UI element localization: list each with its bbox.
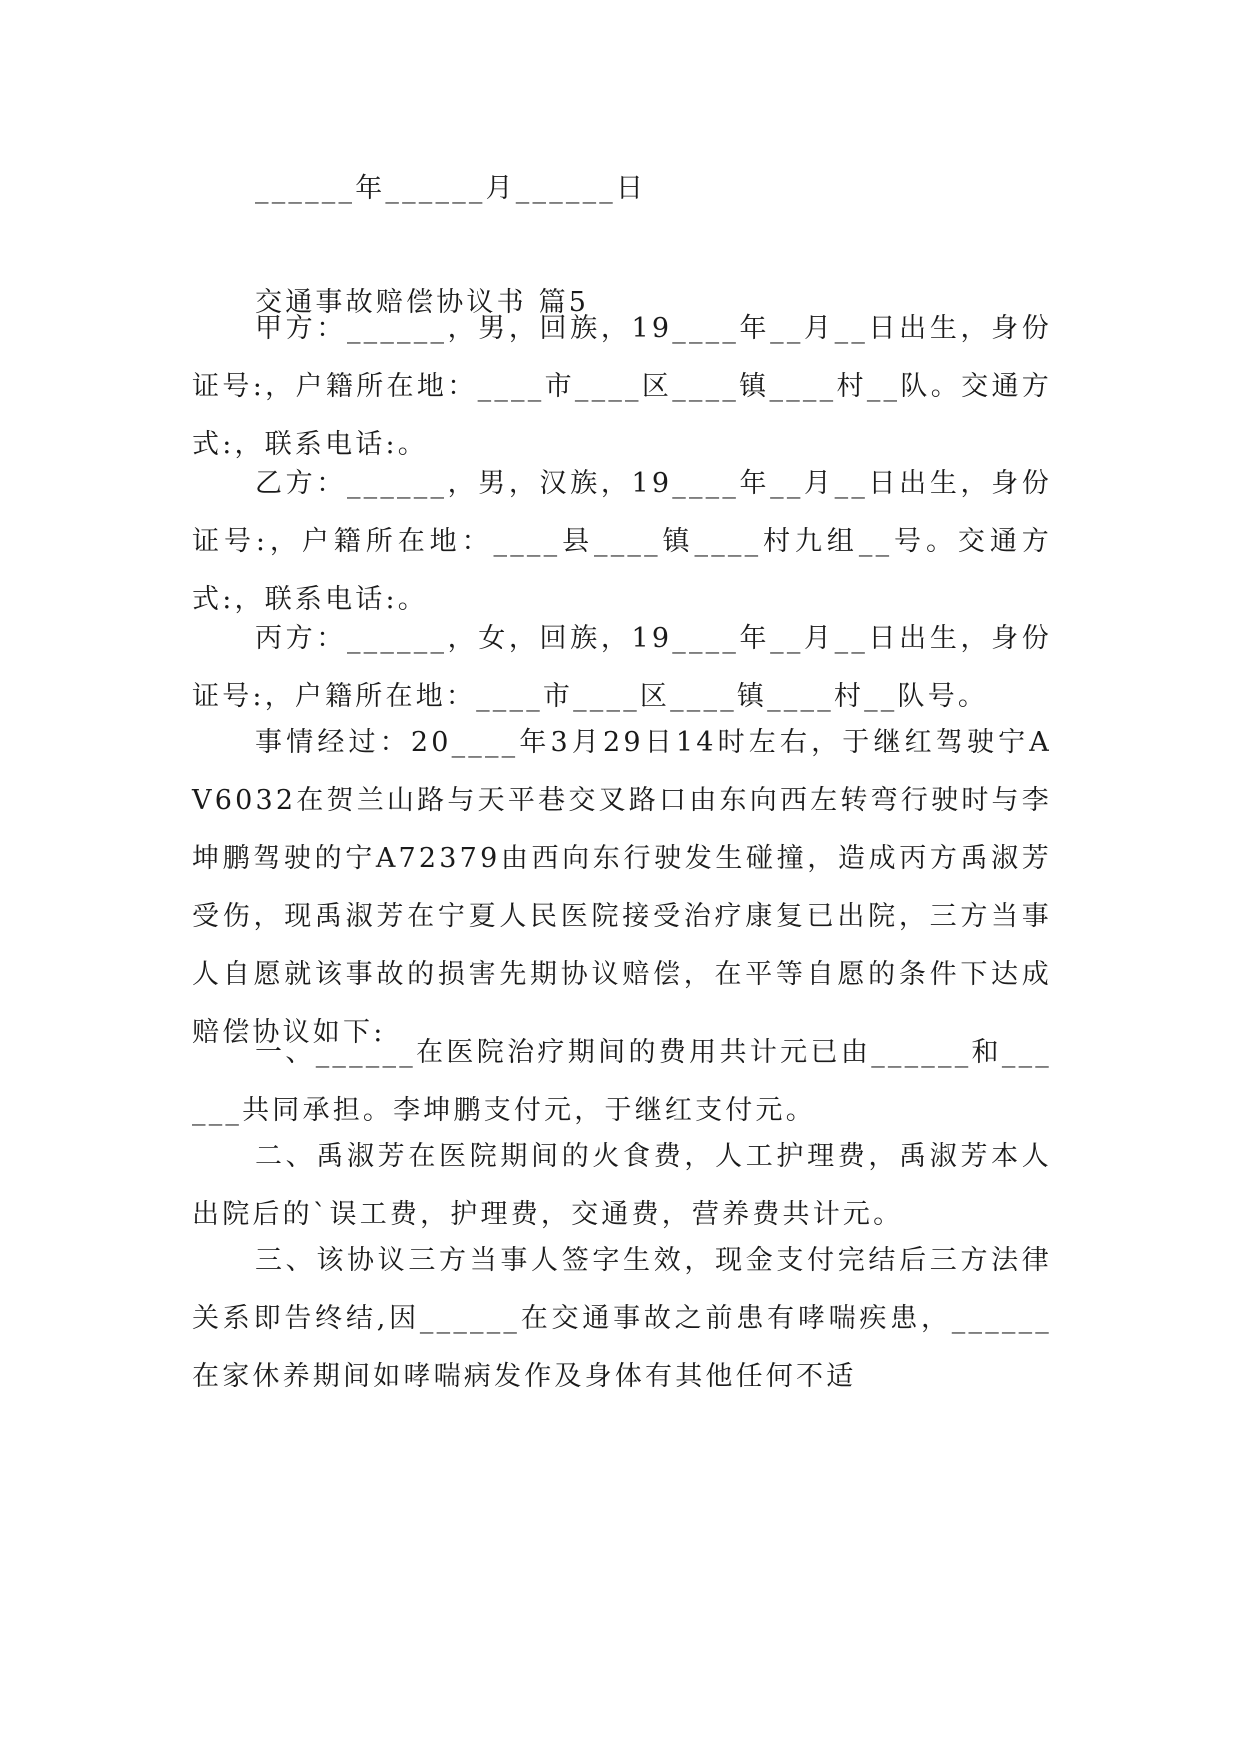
party-c-paragraph: 丙方：______，女，回族，19____年__月__日出生，身份证号:，户籍所在地：____市____区____镇____村__队号。	[192, 623, 1052, 712]
date-line: ______年______月______日	[255, 173, 647, 204]
clause-1-paragraph: 一、______在医院治疗期间的费用共计元已由______和______共同承担。李坤鹏支付元，于继红支付元。	[192, 1037, 1052, 1126]
clause-3-paragraph: 三、该协议三方当事人签字生效，现金支付完结后三方法律关系即告终结,因______在交通事故之前患有哮喘疾患，______在家休养期间如哮喘病发作及身体有其他任何不适	[192, 1245, 1052, 1392]
incident-paragraph: 事情经过：20____年3月29日14时左右，于继红驾驶宁AV6032在贺兰山路与天平巷交叉路口由东向西左转弯行驶时与李坤鹏驾驶的宁A72379由西向东行驶发生碰撞，造成丙方禹淑芳受伤，现禹淑芳在宁夏人民医院接受治疗康复已出院，三方当事人自愿就该事故的损害先期协议赔偿，在平等自愿的条件下达成赔偿协议如下:	[192, 727, 1052, 1048]
clause-2-paragraph: 二、禹淑芳在医院期间的火食费，人工护理费，禹淑芳本人出院后的`误工费，护理费，交通费，营养费共计元。	[192, 1141, 1052, 1230]
party-b-paragraph: 乙方：______，男，汉族，19____年__月__日出生，身份证号:，户籍所在地：____县____镇____村九组__号。交通方式:，联系电话:。	[192, 468, 1052, 615]
agreement-heading: 交通事故赔偿协议书 篇5	[255, 287, 590, 318]
party-a-paragraph: 甲方：______，男，回族，19____年__月__日出生，身份证号:，户籍所在地：____市____区____镇____村__队。交通方式:，联系电话:。	[192, 313, 1052, 460]
